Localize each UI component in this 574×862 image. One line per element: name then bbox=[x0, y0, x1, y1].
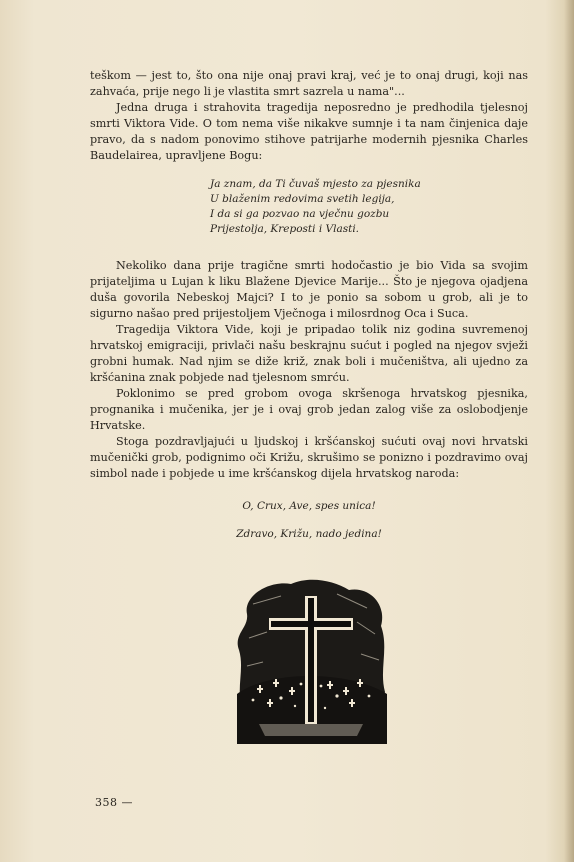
page-number: 358 — bbox=[95, 796, 133, 809]
paragraph-greeting: Stoga pozdravljajući u ljudskoj i kršćanskoj sućuti ovaj novi hrvatski mučenički grob, podignimo oči Križu, skrušimo se ponizno i pozdravimo ovaj simbol nade i pobjede u ime kršćanskog dijela hrvatskog naroda: bbox=[90, 435, 528, 480]
paragraph-continuation: teškom — jest to, što ona nije onaj pravi kraj, već je to onaj drugi, koji nas zahvaća, prije nego li je vlastita smrt sazrela u nama"... bbox=[90, 69, 528, 98]
grave-cross-woodcut-icon bbox=[229, 574, 393, 744]
paragraph-homage: Poklonimo se pred grobom ovoga skršenoga hrvatskog pjesnika, prognanika i mučenika, jer je i ovaj grob jedan zalog više za oslobodjenje Hrvatske. bbox=[90, 387, 528, 432]
poem-line: I da si ga pozvao na vječnu gozbu bbox=[210, 208, 390, 220]
motto-latin: O, Crux, Ave, spes unica! bbox=[242, 500, 376, 512]
body-text bbox=[90, 68, 528, 542]
poem-line: Prijestolja, Kreposti i Vlasti. bbox=[210, 223, 360, 235]
poem-line: Ja znam, da Ti čuvaš mjesto za pjesnika bbox=[210, 178, 421, 190]
poem-line: U blaženim redovima svetih legija, bbox=[210, 193, 395, 205]
page-spine-shadow bbox=[564, 0, 574, 862]
baudelaire-poem bbox=[210, 177, 528, 237]
paragraph-tragedy: Jedna druga i strahovita tragedija neposredno je predhodila tjelesnoj smrti Viktora Vide. O tom nema više nikakve sumnje i ta nam činjenica daje pravo, da s nadom ponovimo stihove patrijarhe modernih pjesnika Charles Baudelairea, upravljene Bogu: bbox=[90, 101, 528, 162]
motto-croatian: Zdravo, Križu, nado jedina! bbox=[236, 528, 382, 540]
paragraph-pilgrimage: Nekoliko dana prije tragične smrti hodočastio je bio Vida sa svojim prijateljima u Lujan k liku Blažene Djevice Marije... Što je njegova ojadjena duša govorila Nebeskoj Majci? I to je ponio sa sobom u grob, ali je to sigurno našao pred prijestoljem Vječnoga i milosrdnog Oca i Suca. bbox=[90, 259, 528, 320]
paragraph-emigration: Tragedija Viktora Vide, koji je pripadao tolik niz godina suvremenoj hrvatskoj emigraciji, privlači našu beskrajnu sućut i pogled na njegov svježi grobni humak. Nad njim se diže križ, znak boli i mučeništva, ali ujedno za kršćanina znak pobjede nad tjelesnom smrću. bbox=[90, 323, 528, 384]
